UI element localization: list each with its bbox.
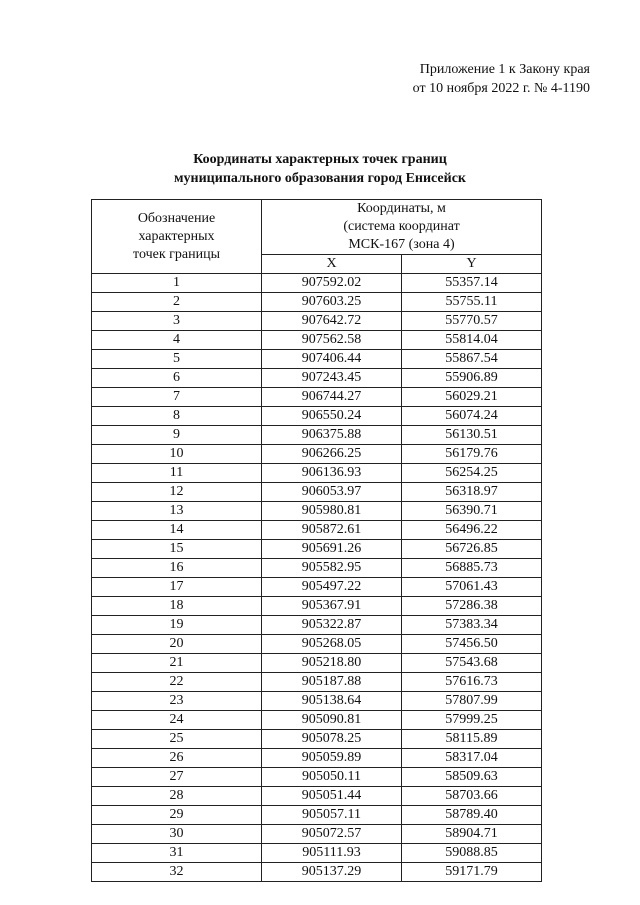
x-coordinate-cell: 905050.11 (262, 768, 402, 787)
appendix-line-2: от 10 ноября 2022 г. № 4-1190 (412, 81, 590, 96)
x-coordinate-cell: 905497.22 (262, 578, 402, 597)
y-coordinate-cell: 56130.51 (402, 426, 542, 445)
y-coordinate-cell: 57999.25 (402, 711, 542, 730)
table-row (92, 274, 542, 293)
table-row (92, 749, 542, 768)
x-coordinate-cell: 905137.29 (262, 863, 402, 882)
table-row (92, 711, 542, 730)
table-row (92, 312, 542, 331)
point-number-cell: 1 (92, 274, 262, 293)
table-row (92, 635, 542, 654)
table-row (92, 787, 542, 806)
table-row (92, 540, 542, 559)
x-coordinate-cell: 907592.02 (262, 274, 402, 293)
y-coordinate-cell: 56029.21 (402, 388, 542, 407)
point-number-cell: 28 (92, 787, 262, 806)
point-number-cell: 29 (92, 806, 262, 825)
point-number-cell: 27 (92, 768, 262, 787)
header-line: Координаты, м (357, 201, 446, 216)
y-coordinate-cell: 58317.04 (402, 749, 542, 768)
y-coordinate-cell: 57383.34 (402, 616, 542, 635)
point-number-cell: 32 (92, 863, 262, 882)
point-number-cell: 5 (92, 350, 262, 369)
y-coordinate-cell: 56885.73 (402, 559, 542, 578)
point-number-cell: 2 (92, 293, 262, 312)
point-number-cell: 11 (92, 464, 262, 483)
point-number-cell: 13 (92, 502, 262, 521)
table-row (92, 730, 542, 749)
table-row (92, 369, 542, 388)
y-coordinate-cell: 56726.85 (402, 540, 542, 559)
point-number-cell: 15 (92, 540, 262, 559)
y-coordinate-cell: 59088.85 (402, 844, 542, 863)
y-coordinate-cell: 59171.79 (402, 863, 542, 882)
table-row (92, 597, 542, 616)
point-number-cell: 26 (92, 749, 262, 768)
y-coordinate-cell: 55357.14 (402, 274, 542, 293)
appendix-reference (413, 60, 590, 98)
x-coordinate-cell: 905582.95 (262, 559, 402, 578)
point-number-cell: 9 (92, 426, 262, 445)
y-coordinate-cell: 58703.66 (402, 787, 542, 806)
header-line: Обозначение (137, 210, 216, 226)
point-number-cell: 24 (92, 711, 262, 730)
header-line: (система координат (343, 219, 460, 234)
y-coordinate-cell: 58509.63 (402, 768, 542, 787)
point-number-cell: 25 (92, 730, 262, 749)
x-coordinate-cell: 907406.44 (262, 350, 402, 369)
y-coordinate-cell: 57061.43 (402, 578, 542, 597)
x-coordinate-cell: 907562.58 (262, 331, 402, 350)
y-coordinate-cell: 58904.71 (402, 825, 542, 844)
y-coordinate-cell: 56179.76 (402, 445, 542, 464)
document-title (0, 150, 640, 188)
y-coordinate-cell: 56496.22 (402, 521, 542, 540)
table-row (92, 445, 542, 464)
x-coordinate-cell: 906053.97 (262, 483, 402, 502)
y-coordinate-cell: 57543.68 (402, 654, 542, 673)
table-row (92, 844, 542, 863)
table-row (92, 407, 542, 426)
x-coordinate-cell: 906744.27 (262, 388, 402, 407)
coordinates-header (262, 200, 542, 255)
point-number-cell: 7 (92, 388, 262, 407)
x-coordinate-cell: 905078.25 (262, 730, 402, 749)
point-number-cell: 17 (92, 578, 262, 597)
header-line: МСК-167 (зона 4) (348, 237, 455, 252)
y-coordinate-cell: 56254.25 (402, 464, 542, 483)
x-coordinate-cell: 905057.11 (262, 806, 402, 825)
point-number-cell: 6 (92, 369, 262, 388)
y-coordinate-cell: 55814.04 (402, 331, 542, 350)
x-coordinate-cell: 907243.45 (262, 369, 402, 388)
y-coordinate-cell: 57616.73 (402, 673, 542, 692)
y-coordinate-cell: 58789.40 (402, 806, 542, 825)
table-row (92, 502, 542, 521)
x-coordinate-cell: 905218.80 (262, 654, 402, 673)
point-number-cell: 21 (92, 654, 262, 673)
table-row (92, 483, 542, 502)
point-number-cell: 16 (92, 559, 262, 578)
y-coordinate-cell: 56318.97 (402, 483, 542, 502)
point-number-cell: 12 (92, 483, 262, 502)
table-row (92, 654, 542, 673)
header-line: характерных (138, 228, 215, 244)
point-number-cell: 20 (92, 635, 262, 654)
y-coordinate-cell: 56074.24 (402, 407, 542, 426)
point-number-cell: 18 (92, 597, 262, 616)
table-row (92, 578, 542, 597)
header-line: точек границы (133, 246, 220, 262)
point-number-cell: 22 (92, 673, 262, 692)
point-number-cell: 14 (92, 521, 262, 540)
x-coordinate-cell: 905980.81 (262, 502, 402, 521)
title-line-1: Координаты характерных точек границ (193, 152, 447, 167)
x-coordinate-cell: 905187.88 (262, 673, 402, 692)
y-coordinate-cell: 55755.11 (402, 293, 542, 312)
table-row (92, 464, 542, 483)
x-coordinate-cell: 905138.64 (262, 692, 402, 711)
appendix-line-1: Приложение 1 к Закону края (419, 62, 590, 77)
coordinates-table (91, 199, 542, 882)
table-row (92, 331, 542, 350)
point-number-cell: 19 (92, 616, 262, 635)
table-row (92, 559, 542, 578)
y-coordinate-cell: 57807.99 (402, 692, 542, 711)
point-number-cell: 8 (92, 407, 262, 426)
y-coordinate-cell: 55867.54 (402, 350, 542, 369)
x-coordinate-cell: 906266.25 (262, 445, 402, 464)
table-row (92, 768, 542, 787)
x-coordinate-cell: 905051.44 (262, 787, 402, 806)
y-coordinate-cell: 55770.57 (402, 312, 542, 331)
title-line-2: муниципального образования город Енисейск (174, 171, 466, 186)
point-number-cell: 23 (92, 692, 262, 711)
x-coordinate-cell: 906550.24 (262, 407, 402, 426)
point-number-cell: 30 (92, 825, 262, 844)
x-coordinate-cell: 905111.93 (262, 844, 402, 863)
table-row (92, 293, 542, 312)
x-coordinate-cell: 905090.81 (262, 711, 402, 730)
table-row (92, 388, 542, 407)
x-header: X (262, 255, 402, 274)
x-coordinate-cell: 905059.89 (262, 749, 402, 768)
x-coordinate-cell: 905367.91 (262, 597, 402, 616)
point-number-cell: 31 (92, 844, 262, 863)
x-coordinate-cell: 905322.87 (262, 616, 402, 635)
table-row (92, 806, 542, 825)
x-coordinate-cell: 906375.88 (262, 426, 402, 445)
x-coordinate-cell: 906136.93 (262, 464, 402, 483)
table-row (92, 673, 542, 692)
table-row (92, 350, 542, 369)
x-coordinate-cell: 905072.57 (262, 825, 402, 844)
y-coordinate-cell: 56390.71 (402, 502, 542, 521)
x-coordinate-cell: 907603.25 (262, 293, 402, 312)
table-row (92, 692, 542, 711)
table-row (92, 521, 542, 540)
y-header: Y (402, 255, 542, 274)
point-number-cell: 3 (92, 312, 262, 331)
x-coordinate-cell: 905691.26 (262, 540, 402, 559)
y-coordinate-cell: 55906.89 (402, 369, 542, 388)
table-row (92, 863, 542, 882)
table-row (92, 616, 542, 635)
x-coordinate-cell: 907642.72 (262, 312, 402, 331)
y-coordinate-cell: 57456.50 (402, 635, 542, 654)
point-designation-header (92, 200, 262, 274)
y-coordinate-cell: 58115.89 (402, 730, 542, 749)
point-number-cell: 4 (92, 331, 262, 350)
y-coordinate-cell: 57286.38 (402, 597, 542, 616)
table-row (92, 825, 542, 844)
table-row (92, 426, 542, 445)
point-number-cell: 10 (92, 445, 262, 464)
x-coordinate-cell: 905268.05 (262, 635, 402, 654)
x-coordinate-cell: 905872.61 (262, 521, 402, 540)
